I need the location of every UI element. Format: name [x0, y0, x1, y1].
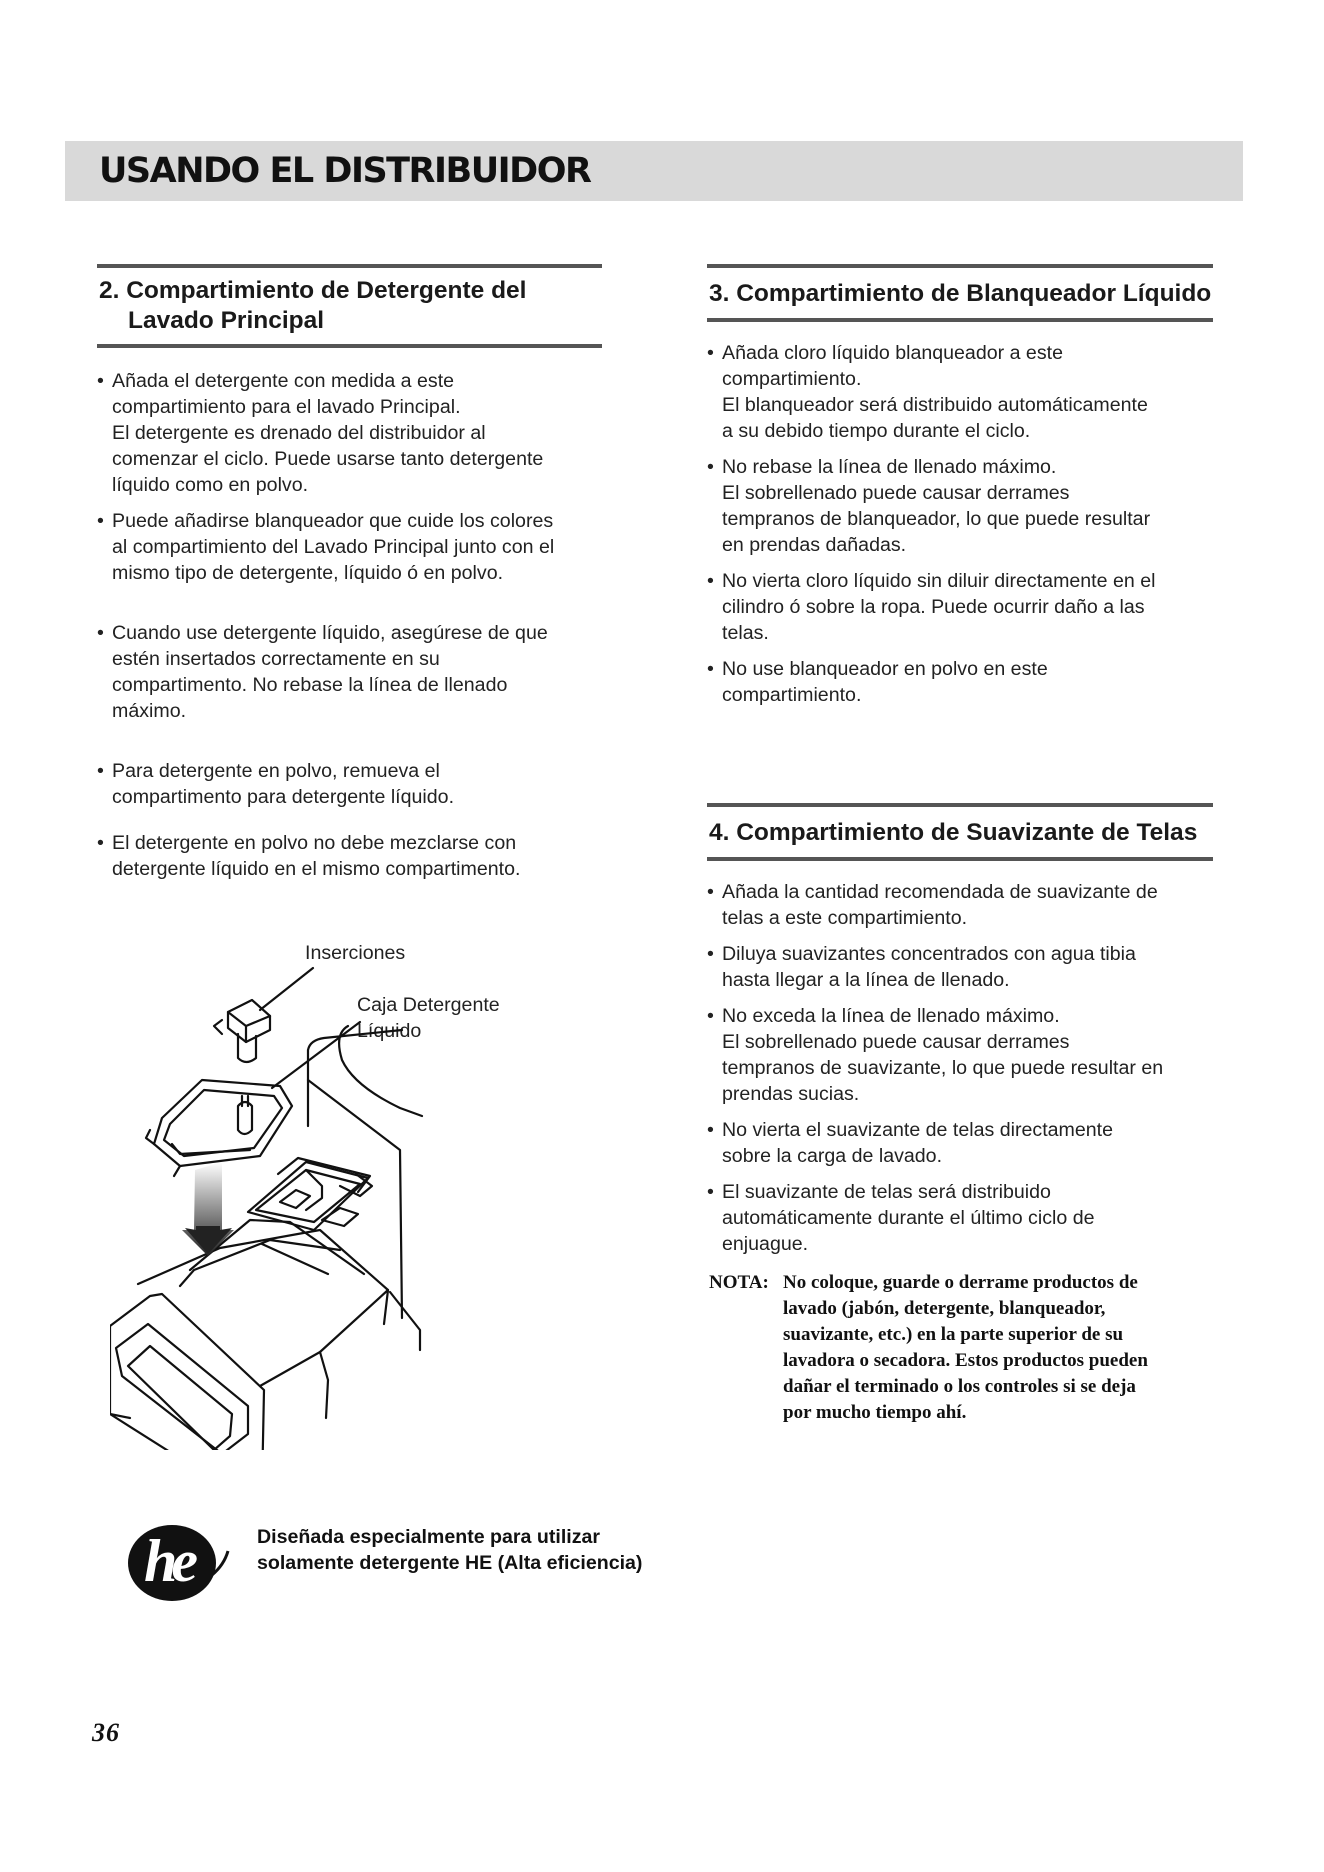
list-item: • El suavizante de telas será distribuido automáticamente durante el último ciclo de enjuague.	[707, 1179, 1213, 1257]
dispenser-drawer-illustration	[110, 930, 540, 1450]
section-heading: 2. Compartimiento de Detergente del Lavado Principal	[99, 277, 527, 334]
page-number: 36	[92, 1718, 120, 1747]
he-detergent-notice: Diseñada especialmente para utilizar solamente detergente HE (Alta eficiencia)	[257, 1526, 643, 1574]
section-liquid-bleach	[707, 264, 1213, 718]
callout-liquid-box-2: Líquido	[357, 1020, 422, 1042]
list-item: • Cuando use detergente líquido, asegúrese de que estén insertados correctamente en su compartimento. No rebase la línea de llenado máximo.	[97, 620, 602, 724]
page-title: USANDO EL DISTRIBUIDOR	[99, 151, 591, 191]
note-label: NOTA:	[709, 1272, 769, 1293]
note-block	[709, 1270, 1229, 1426]
list-item: • Añada el detergente con medida a este compartimiento para el lavado Principal. El detergente es drenado del distribuidor al comenzar el ciclo. Puede usarse tanto detergente líquido como en polvo.	[97, 368, 602, 498]
list-item: • No use blanqueador en polvo en este compartimiento.	[707, 656, 1213, 708]
section-heading-bar	[707, 803, 1213, 861]
list-item: • Diluya suavizantes concentrados con agua tibia hasta llegar a la línea de llenado.	[707, 941, 1213, 993]
list-item: • No rebase la línea de llenado máximo. El sobrellenado puede causar derrames tempranos de blanqueador, lo que puede resultar en prendas dañadas.	[707, 454, 1213, 558]
bullet-list	[707, 879, 1213, 1257]
list-item: • Añada cloro líquido blanqueador a este compartimiento. El blanqueador será distribuido automáticamente a su debido tiempo durante el ciclo.	[707, 340, 1213, 444]
callout-liquid-box-1: Caja Detergente	[357, 994, 500, 1016]
list-item: • No vierta el suavizante de telas directamente sobre la carga de lavado.	[707, 1117, 1213, 1169]
he-logo	[120, 1517, 235, 1602]
he-logo-text: he	[144, 1528, 192, 1594]
section-heading-bar	[97, 264, 602, 348]
list-item: • Puede añadirse blanqueador que cuide los colores al compartimiento del Lavado Principal junto con el mismo tipo de detergente, líquido ó en polvo.	[97, 508, 602, 586]
section-heading: 3. Compartimiento de Blanqueador Líquido	[709, 280, 1212, 307]
page-header-banner	[65, 141, 1243, 201]
note-text: No coloque, guarde o derrame productos de lavado (jabón, detergente, blanqueador, suavizante, etc.) en la parte superior de su lavadora o secadora. Estos productos pueden dañar el terminado o los controles si se deja por mucho tiempo ahí.	[783, 1272, 1148, 1423]
section-heading: 4. Compartimiento de Suavizante de Telas	[709, 819, 1198, 846]
section-fabric-softener	[707, 803, 1213, 1267]
list-item: • No exceda la línea de llenado máximo. El sobrellenado puede causar derrames tempranos de suavizante, lo que puede resultar en prendas sucias.	[707, 1003, 1213, 1107]
list-item: • No vierta cloro líquido sin diluir directamente en el cilindro ó sobre la ropa. Puede ocurrir daño a las telas.	[707, 568, 1213, 646]
section-heading-bar	[707, 264, 1213, 322]
list-item: • Para detergente en polvo, remueva el compartimento para detergente líquido.	[97, 758, 602, 810]
bullet-list	[707, 340, 1213, 708]
list-item: • Añada la cantidad recomendada de suavizante de telas a este compartimiento.	[707, 879, 1213, 931]
section-main-wash-detergent	[97, 264, 602, 892]
bullet-list	[97, 368, 602, 882]
list-item: • El detergente en polvo no debe mezclarse con detergente líquido en el mismo compartimento.	[97, 830, 602, 882]
dispenser-drawer-drawing	[110, 930, 540, 1450]
callout-inserts: Inserciones	[305, 942, 406, 964]
